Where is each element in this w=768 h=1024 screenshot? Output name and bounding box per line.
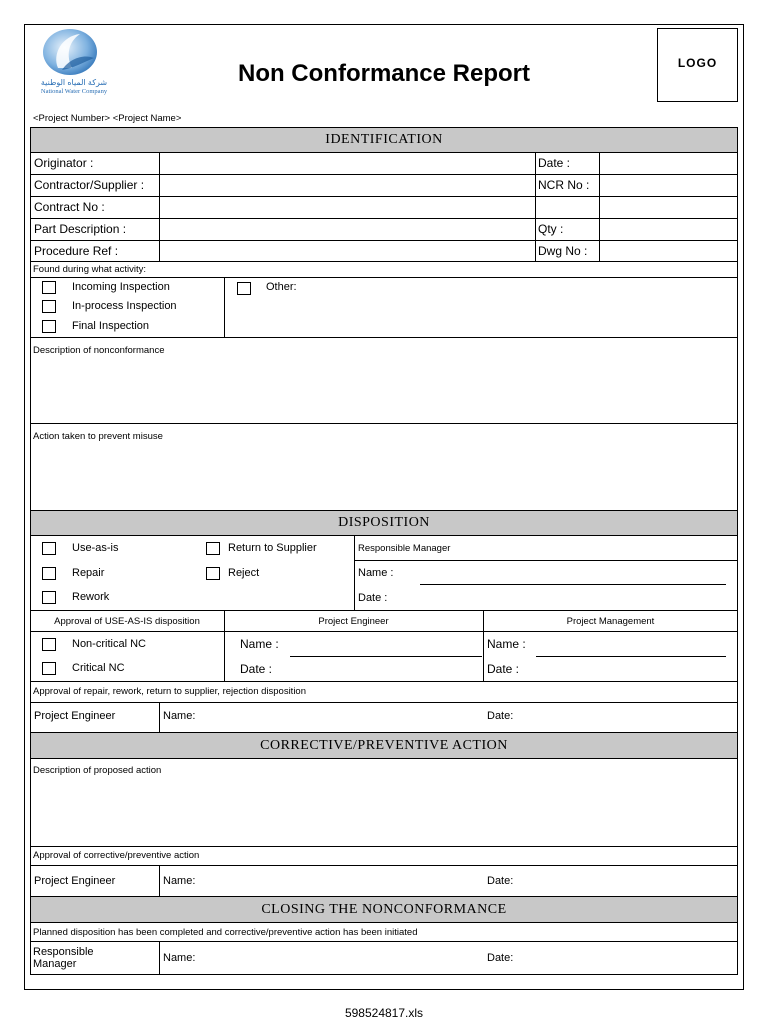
- part-description-field[interactable]: [160, 219, 535, 240]
- nonconformance-description-label: Description of nonconformance: [33, 345, 165, 356]
- engineer-name-line[interactable]: [290, 656, 482, 657]
- incoming-inspection-checkbox[interactable]: [42, 281, 56, 294]
- repair-approval-signature-row: [30, 702, 738, 733]
- non-critical-nc-label: Non-critical NC: [72, 638, 146, 650]
- closing-section-header: [30, 896, 738, 923]
- project-line: <Project Number> <Project Name>: [33, 113, 182, 124]
- contract-label: Contract No :: [34, 200, 105, 214]
- management-name-label: Name :: [487, 637, 526, 651]
- closing-section-title: CLOSING THE NONCONFORMANCE: [261, 902, 507, 917]
- repair-checkbox[interactable]: [42, 567, 56, 580]
- repair-label: Repair: [72, 567, 105, 579]
- disposition-section-title: DISPOSITION: [338, 515, 430, 530]
- other-activity-checkbox[interactable]: [237, 282, 251, 295]
- corrective-name-label: Name:: [163, 875, 196, 887]
- proposed-action-label: Description of proposed action: [33, 765, 162, 776]
- company-name-arabic: شركة المياه الوطنية: [40, 78, 108, 87]
- rework-label: Rework: [72, 591, 110, 603]
- rework-checkbox[interactable]: [42, 591, 56, 604]
- contractor-label: Contractor/Supplier :: [34, 178, 145, 192]
- return-to-supplier-label: Return to Supplier: [228, 542, 317, 554]
- final-inspection-checkbox[interactable]: [42, 320, 56, 333]
- closing-signature-row: [30, 941, 738, 975]
- approval-use-as-is-label: Approval of USE-AS-IS disposition: [54, 616, 200, 627]
- repair-name-label: Name:: [163, 710, 196, 722]
- page-title: Non Conformance Report: [237, 60, 530, 87]
- date-label: Date :: [538, 156, 571, 170]
- qty-label: Qty :: [538, 222, 564, 236]
- identification-section-header: [30, 127, 738, 153]
- final-inspection-label: Final Inspection: [72, 320, 150, 332]
- corrective-approval-label: Approval of corrective/preventive action: [33, 850, 200, 861]
- engineer-date-label: Date :: [240, 662, 273, 676]
- corrective-date-label: Date:: [487, 875, 514, 887]
- corrective-section-title: CORRECTIVE/PREVENTIVE ACTION: [260, 738, 508, 753]
- use-as-is-label: Use-as-is: [72, 542, 119, 554]
- part-description-label: Part Description :: [34, 222, 127, 236]
- in-process-inspection-checkbox[interactable]: [42, 300, 56, 313]
- procedure-label: Procedure Ref :: [34, 244, 119, 258]
- dwg-field[interactable]: [600, 241, 737, 262]
- repair-date-label: Date:: [487, 710, 514, 722]
- originator-label: Originator :: [34, 156, 94, 170]
- date-field[interactable]: [600, 153, 737, 174]
- action-taken-label: Action taken to prevent misuse: [33, 431, 163, 442]
- qty-field[interactable]: [600, 219, 737, 240]
- corrective-signature-row: [30, 865, 738, 897]
- reject-checkbox[interactable]: [206, 567, 220, 580]
- non-critical-nc-checkbox[interactable]: [42, 638, 56, 651]
- reject-label: Reject: [228, 567, 260, 579]
- ncr-label: NCR No :: [538, 178, 590, 192]
- closing-responsible-manager-label: Responsible Manager: [33, 946, 94, 970]
- critical-nc-checkbox[interactable]: [42, 662, 56, 675]
- corrective-project-engineer-label: Project Engineer: [34, 875, 116, 887]
- return-to-supplier-checkbox[interactable]: [206, 542, 220, 555]
- procedure-field[interactable]: [160, 241, 535, 262]
- critical-nc-label: Critical NC: [72, 662, 125, 674]
- ncr-field[interactable]: [600, 175, 737, 196]
- incoming-inspection-label: Incoming Inspection: [72, 281, 170, 293]
- corrective-section-header: [30, 732, 738, 759]
- closing-name-label: Name:: [163, 952, 196, 964]
- responsible-manager-label: Responsible Manager: [358, 543, 451, 554]
- repair-project-engineer-label: Project Engineer: [34, 710, 116, 722]
- manager-name-label: Name :: [358, 567, 394, 579]
- company-logo: [40, 28, 106, 76]
- project-management-header: Project Management: [566, 616, 655, 627]
- project-engineer-header: Project Engineer: [318, 616, 389, 627]
- originator-field[interactable]: [160, 153, 535, 174]
- closing-date-label: Date:: [487, 952, 514, 964]
- management-date-label: Date :: [487, 662, 520, 676]
- contractor-field[interactable]: [160, 175, 535, 196]
- footer-file-name: 598524817.xls: [344, 1006, 424, 1020]
- in-process-inspection-label: In-process Inspection: [72, 300, 177, 312]
- company-name-english: National Water Company: [40, 88, 108, 95]
- found-activity-label: Found during what activity:: [33, 264, 147, 275]
- manager-name-line[interactable]: [420, 584, 726, 585]
- approval-repair-label: Approval of repair, rework, return to supplier, rejection disposition: [33, 686, 306, 697]
- disposition-section-header: [30, 510, 738, 536]
- other-activity-label: Other:: [266, 281, 297, 293]
- dwg-label: Dwg No :: [538, 244, 588, 258]
- contract-field[interactable]: [160, 197, 535, 218]
- manager-date-label: Date :: [358, 592, 388, 604]
- water-drop-logo-icon: [40, 28, 106, 76]
- identification-section-title: IDENTIFICATION: [325, 132, 443, 147]
- closing-statement: Planned disposition has been completed and corrective/preventive action has been initiated: [33, 927, 418, 938]
- logo-placeholder-text: LOGO: [677, 56, 718, 70]
- engineer-name-label: Name :: [240, 637, 279, 651]
- management-name-line[interactable]: [536, 656, 726, 657]
- use-as-is-checkbox[interactable]: [42, 542, 56, 555]
